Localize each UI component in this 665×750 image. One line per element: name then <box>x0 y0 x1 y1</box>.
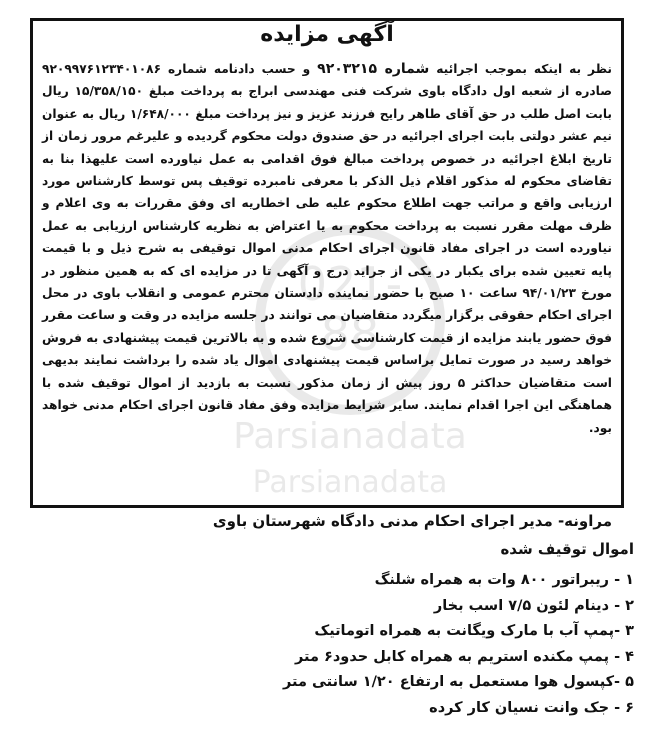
list-item: ۶ - جک وانت نسیان کار کرده <box>429 699 634 716</box>
notice-body-number: شماره ۹۲۰۳۲۱۵ <box>317 61 430 77</box>
list-item: ۴ - پمپ مکنده استریم به همراه کابل حدود۶ متر <box>295 648 634 665</box>
notice-body-rest: و حسب دادنامه شماره ۹۲۰۹۹۷۶۱۲۳۴۰۱۰۸۶ صادره از شعبه اول دادگاه باوی شرکت فنی مهندسی ابراج به پرداخت مبلغ ۱۵/۳۵۸/۱۵۰ ریال بابت اصل طلب در حق آقای طاهر رایح فرزند عزیز و نیز پرداخت مبلغ ۱/۶۴۸/۰۰۰ ریال به عنوان نیم عشر دولتی بابت اجرای اجرائیه در حق صندوق دولت محکوم گردیده و علیرغم مرور زمان از تاریخ ابلاغ اجرائیه در خصوص پرداخت مبالغ فوق اقدامی به عمل نیاورده است علیهذا بنا به تقاضای محکوم له مذکور اقلام ذیل الذکر با معرفی نامبرده توقیف پس توسط کارشناس مورد ارزیابی واقع و مراتب جهت اطلاع محکوم علیه طی اخطاریه ای وفق مقررات به وی اعلام و ظرف مهلت مقرر نسبت به پرداخت محکوم به یا اعتراض به نظریه کارشناس ارزیابی به عمل نیاورده است در اجرای مفاد قانون اجرای احکام مدنی اموال توقیفی به شرح ذیل و با قیمت پایه تعیین شده برای یکبار در یکی از جراید درج و آگهی تا در مزایده ای که به همین منظور در مورخ ۹۴/۰۱/۲۳ ساعت ۱۰ صبح با حضور نماینده دادستان محترم عمومی و انقلاب باوی در محل اجرای احکام حقوقی برگزار میگردد متقاضیان می توانند در جلسه مزایده در وقت و ساعت مقرر فوق حضور یابند مزایده از قیمت کارشناسی شروع شده و به بالاترین قیمت پیشنهادی به فروش خواهد رسید در صورت تمایل براساس قیمت پیشنهادی اموال یاد شده را برداشت نمایند بدیهی است متقاضیان حداکثر ۵ روز پیش از زمان مذکور نسبت به بازدید از اموال توقیف شده با هماهنگی این اجرا اقدام نمایند. سایر شرایط مزایده وفق مفاد قانون اجرای احکام مدنی خواهد بود. <box>42 62 613 435</box>
list-item: ۳ -پمپ آب با مارک ویگانت به همراه اتوماتیک <box>314 623 634 639</box>
watermark-line4: Parsianadata <box>252 465 448 500</box>
watermark-line1: 021- <box>297 257 403 311</box>
signature-line: مراونه- مدیر اجرای احکام مدنی دادگاه شهرستان باوی <box>212 512 612 530</box>
seized-items-list <box>30 568 634 721</box>
list-item: ۵ -کپسول هوا مستعمل به ارتفاع ۱/۲۰ سانتی متر <box>283 674 634 690</box>
notice-body-intro: نظر به اینکه بموجب اجرائیه <box>429 62 613 76</box>
list-item: ۲ - دینام لئون ۷/۵ اسب بخار <box>433 597 634 614</box>
list-item: ۱ - ریبراتور ۸۰۰ وات به همراه شلنگ <box>374 572 634 588</box>
seized-items-heading: اموال توقیف شده <box>500 540 634 558</box>
notice-body <box>42 58 612 439</box>
watermark-line2: 88 <box>320 307 380 361</box>
watermark-line3: Parsianadata <box>233 416 467 457</box>
notice-title: آگهی مزایده <box>260 22 394 47</box>
